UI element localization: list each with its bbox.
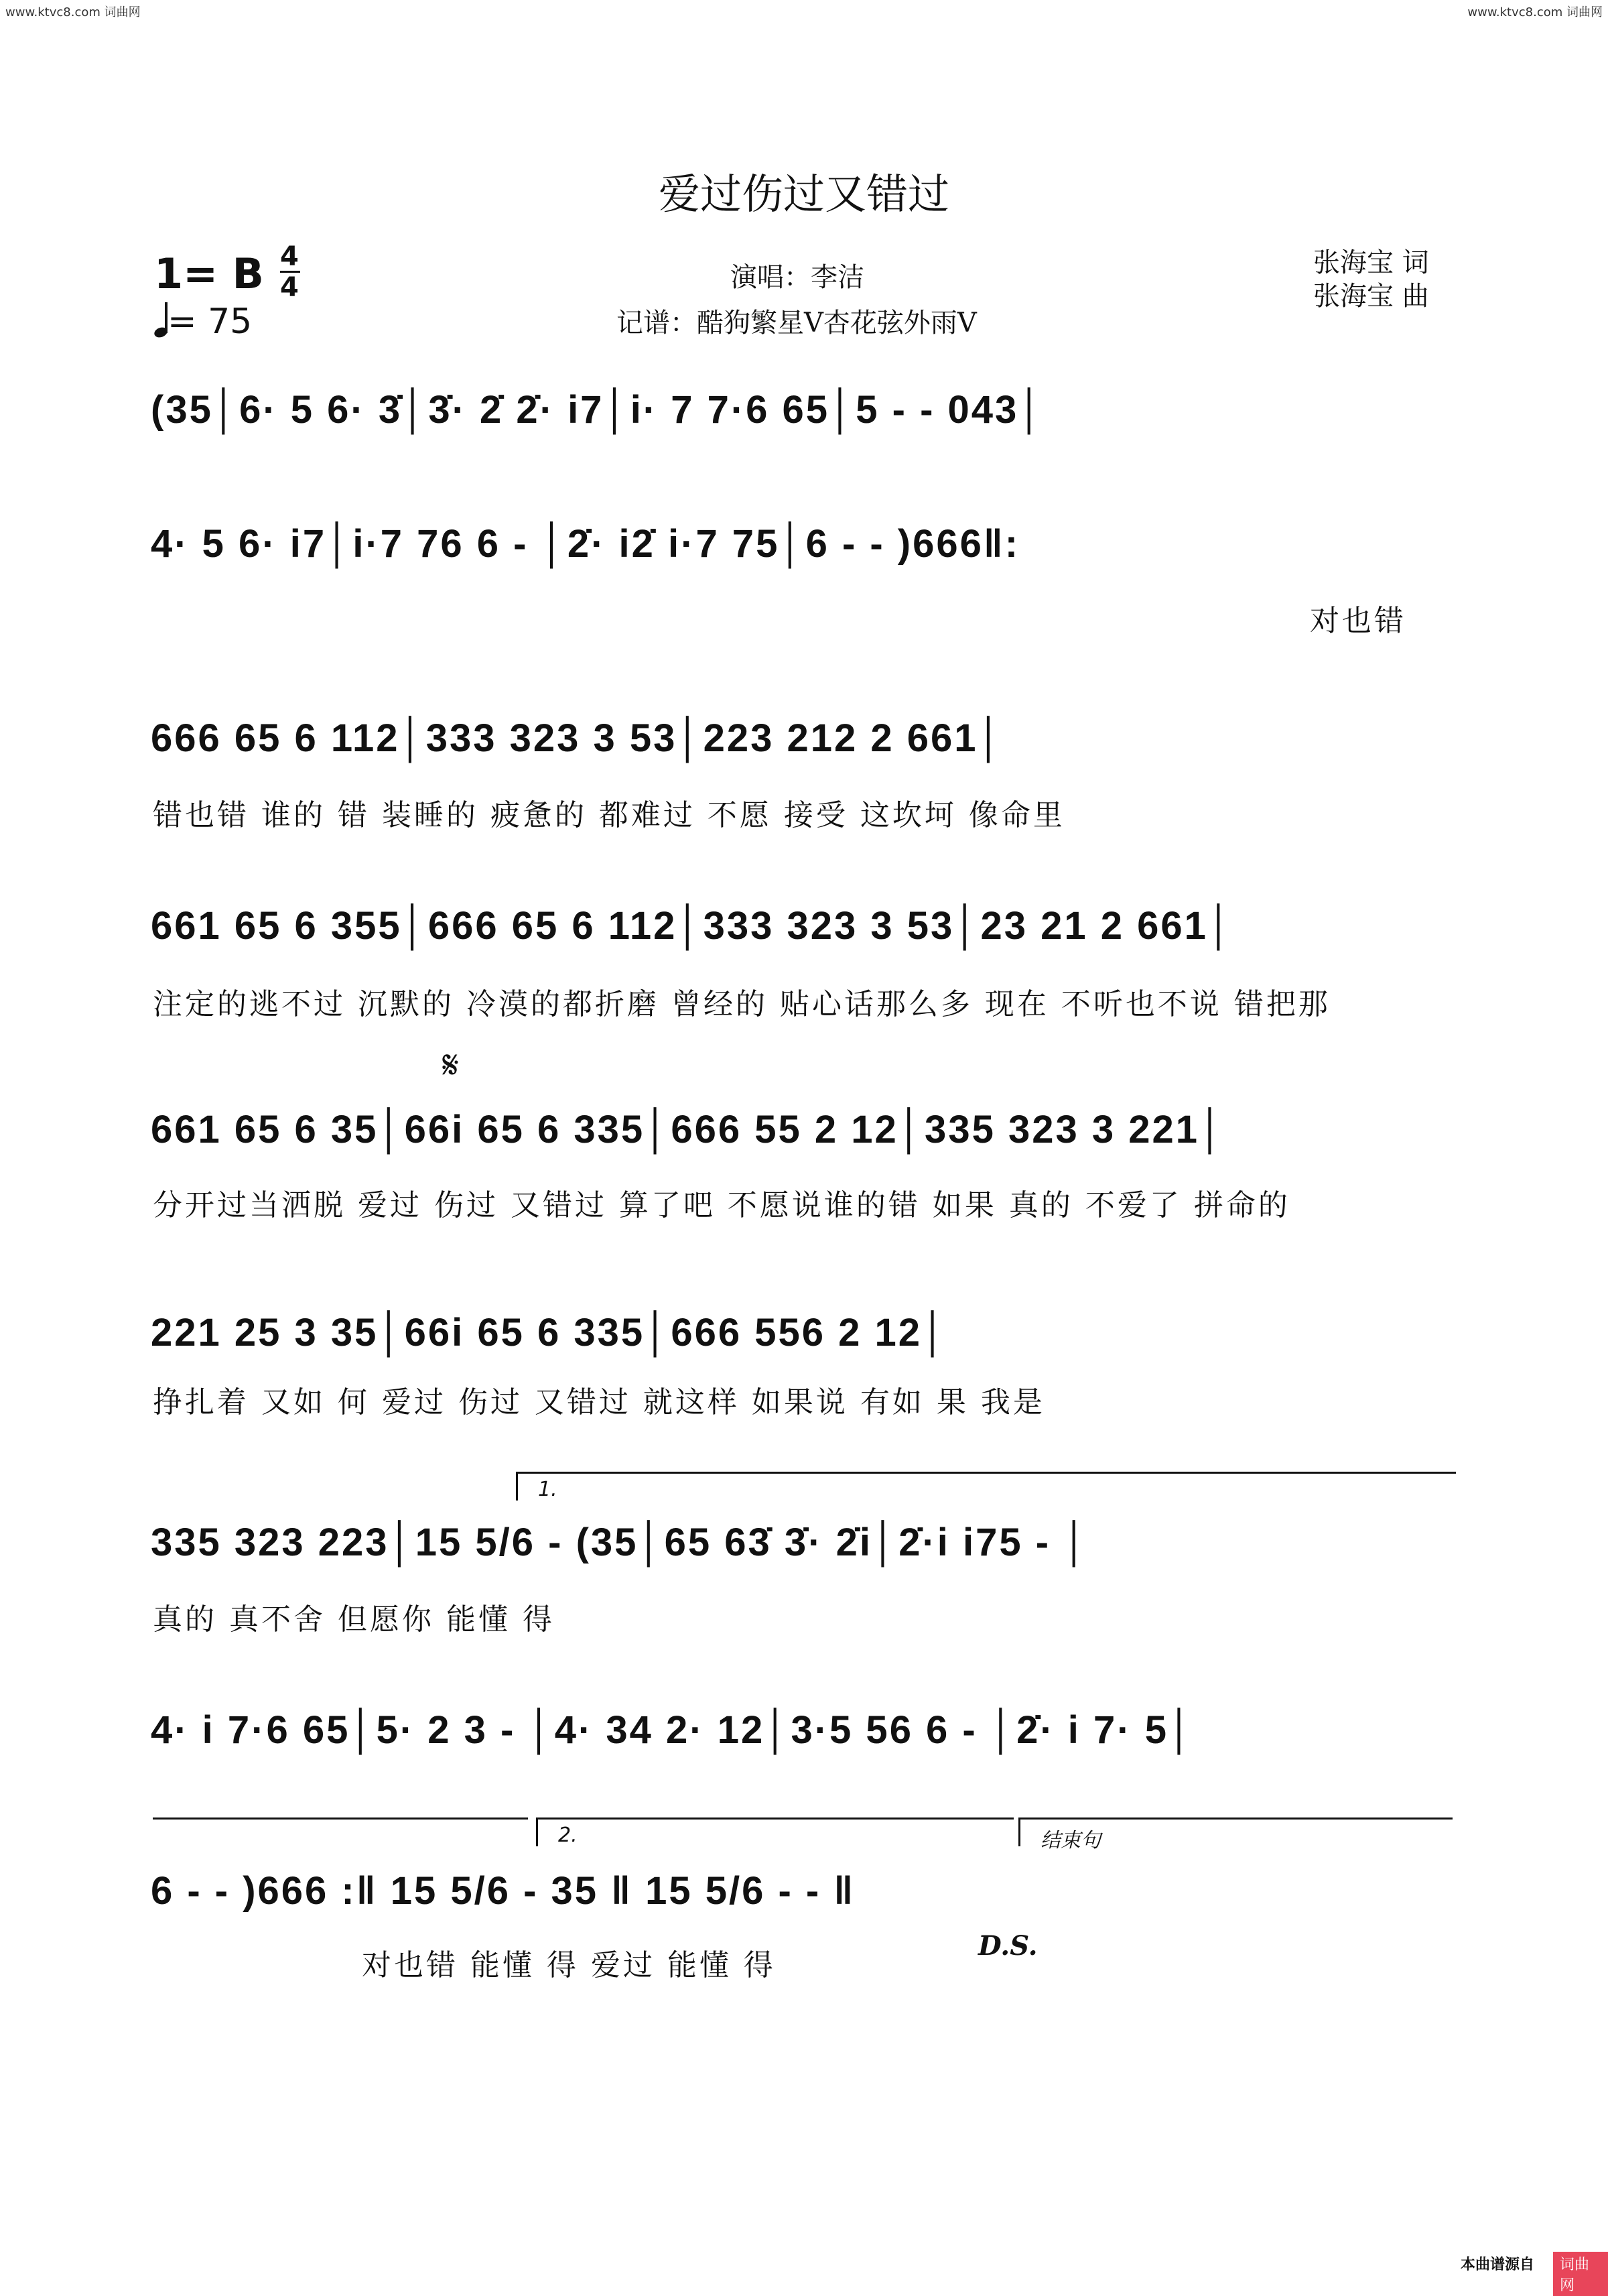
notation-line-6: 221 25 3 35│66i 65 6 335│666 556 2 12│ — [151, 1311, 949, 1354]
lyric-line-7: 真的 真不舍 但愿你 能懂 得 — [153, 1602, 555, 1637]
footer-source-label: 本曲谱源自 — [1461, 2256, 1535, 2273]
lyric-line-4: 注定的逃不过 沉默的 冷漠的都折磨 曾经的 贴心话那么多 现在 不听也不说 错把那 — [153, 987, 1331, 1021]
transcriber-credit: 记谱：酷狗繁星V杏花弦外雨V — [616, 308, 977, 338]
singer-credit: 演唱：李洁 — [730, 262, 864, 293]
footer-site-tag: 词曲网 — [1553, 2252, 1608, 2296]
key-signature: 1= B — [154, 249, 264, 298]
lyric-line-3: 错也错 谁的 错 装睡的 疲惫的 都难过 不愿 接受 这坎坷 像命里 — [153, 798, 1065, 832]
lyric-line-6: 挣扎着 又如 何 爱过 伤过 又错过 就这样 如果说 有如 果 我是 — [153, 1385, 1045, 1419]
segno-sign: 𝄋 — [442, 1042, 459, 1088]
lyric-line-2: 对也错 — [1310, 604, 1406, 638]
notation-line-9: 6 - - )666 :‖ 15 5/6 - 35 ‖ 15 5/6 - - ‖ — [151, 1869, 856, 1913]
lyricist-credit: 张海宝 词 — [1313, 247, 1429, 278]
notation-line-1: (35│6· 5 6· 3̇│3̇· 2̇ 2̇· i7│i· 7 7·6 65│5 - - 043│ — [151, 388, 1045, 432]
volta-label-1: 1. — [538, 1478, 557, 1501]
notation-line-5: 661 65 6 35│66i 65 6 335│666 55 2 12│335 323 3 221│ — [151, 1108, 1226, 1151]
time-signature-top: 4 — [280, 241, 299, 272]
song-title: 爱过伤过又错过 — [658, 170, 949, 218]
volta-bracket-1 — [516, 1472, 1456, 1501]
composer-credit: 张海宝 曲 — [1313, 281, 1429, 312]
lyric-line-9: 对也错 能懂 得 爱过 能懂 得 — [362, 1948, 776, 1982]
notation-line-8: 4· i 7·6 65│5· 2 3 - │4· 34 2· 12│3·5 56 6 - │2̇· i 7· 5│ — [151, 1708, 1195, 1752]
volta-bracket-2 — [536, 1817, 1014, 1846]
ending-bracket — [1018, 1817, 1453, 1852]
notation-line-4: 661 65 6 355│666 65 6 112│333 323 3 53│23 21 2 661│ — [151, 904, 1235, 948]
notation-line-7: 335 323 223│15 5/6 - (35│65 63̇ 3̇· 2̇i│2̇·i i75 - │ — [151, 1521, 1090, 1564]
notation-line-3: 666 65 6 112│333 323 3 53│223 212 2 661│ — [151, 716, 1004, 760]
repeat-bracket-line — [153, 1817, 528, 1820]
ending-label: 结束句 — [1041, 1829, 1101, 1852]
tempo-marking — [154, 302, 252, 342]
volta-label-2: 2. — [558, 1824, 578, 1847]
notation-line-2: 4· 5 6· i7│i·7 76 6 - │2̇· i2̇ i·7 75│6 - - )666‖: — [151, 522, 1020, 566]
time-signature-bottom: 4 — [280, 272, 299, 303]
header-site-right: www.ktvc8.com 词曲网 — [1467, 5, 1603, 19]
lyric-line-5: 分开过当洒脱 爱过 伤过 又错过 算了吧 不愿说谁的错 如果 真的 不爱了 拼命的 — [153, 1188, 1290, 1222]
quarter-note-icon — [154, 302, 168, 337]
header-site-left: www.ktvc8.com 词曲网 — [5, 5, 141, 19]
dal-segno-marking: D.S. — [978, 1930, 1038, 1962]
tempo-value: = 75 — [168, 302, 253, 342]
